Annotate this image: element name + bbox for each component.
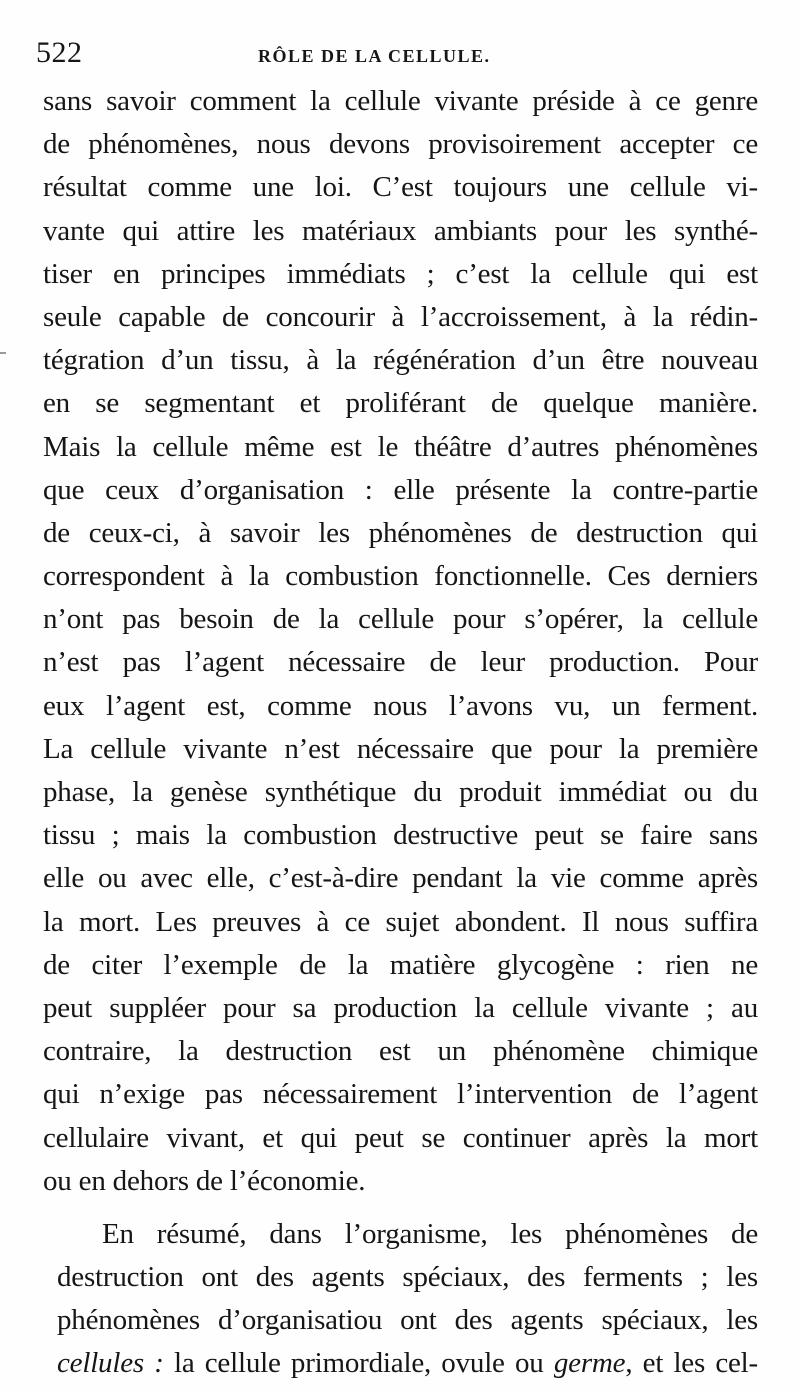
text-line: ou en dehors de l’économie. [43,1164,366,1197]
text-line: En résumé, dans l’organisme, les phénomènes de [102,1217,758,1250]
page-header [36,36,756,76]
text-segment: , et les cel- [625,1347,758,1380]
text-line: vante qui attire les matériaux ambiants pour les synthé- [43,214,758,247]
text-line: La cellule vivante n’est nécessaire que pour la première [43,732,758,765]
text-line: que ceux d’organisation : elle présente la contre-partie [43,473,758,506]
text-line: phase, la genèse synthétique du produit immédiat ou du [43,776,758,808]
text-line: elle ou avec elle, c’est-à-dire pendant la vie comme après [43,862,758,895]
text-line: Mais la cellule même est le théâtre d’autres phénomènes [43,430,758,463]
text-line: n’ont pas besoin de la cellule pour s’opérer, la cellule [43,603,758,636]
text-line: en se segmentant et proliférant de quelque manière. [43,387,758,420]
running-head: RÔLE DE LA CELLULE. [258,46,491,66]
paragraph-gap [43,1203,758,1213]
text-line: de citer l’exemple de la matière glycogène : rien ne [43,948,758,981]
text-line: phénomènes d’organisatiou ont des agents spéciaux, les [57,1304,758,1337]
text-line: sans savoir comment la cellule vivante préside à ce genre [43,85,758,117]
text-line: de ceux-ci, à savoir les phénomènes de destruction qui [43,516,758,549]
text-line: eux l’agent est, comme nous l’avons vu, un ferment. [43,689,758,722]
text-line: tégration d’un tissu, à la régénération d’un être nouveau [43,344,758,377]
italic-term-cellules: cellules : [57,1347,164,1380]
text-segment: la cellule primordiale, ovule ou [163,1347,554,1380]
text-line-final [43,1342,758,1385]
text-line: peut suppléer pour sa production la cellule vivante ; au [43,991,758,1024]
text-line: seule capable de concourir à l’accroissement, à la rédin- [43,300,758,333]
text-line: correspondent à la combustion fonctionnelle. Ces derniers [43,560,758,593]
text-line: cellulaire vivant, et qui peut se continuer après la mort [43,1121,758,1154]
text-line: tissu ; mais la combustion destructive peut se faire sans [43,819,758,852]
margin-mark [0,352,6,354]
text-line: la mort. Les preuves à ce sujet abondent. Il nous suffira [43,905,758,938]
text-line: de phénomènes, nous devons provisoirement accepter ce [43,128,758,161]
text-line: qui n’exige pas nécessairement l’intervention de l’agent [43,1078,758,1111]
body-text [43,80,758,1386]
text-line: destruction ont des agents spéciaux, des ferments ; les [57,1261,758,1294]
italic-term-germe: germe [553,1347,626,1380]
text-line: résultat comme une loi. C’est toujours une cellule vi- [43,171,758,204]
text-line: contraire, la destruction est un phénomène chimique [43,1035,758,1068]
page-number: 522 [36,36,83,69]
text-line: tiser en principes immédiats ; c’est la cellule qui est [43,257,758,290]
text-line: n’est pas l’agent nécessaire de leur production. Pour [43,646,758,679]
